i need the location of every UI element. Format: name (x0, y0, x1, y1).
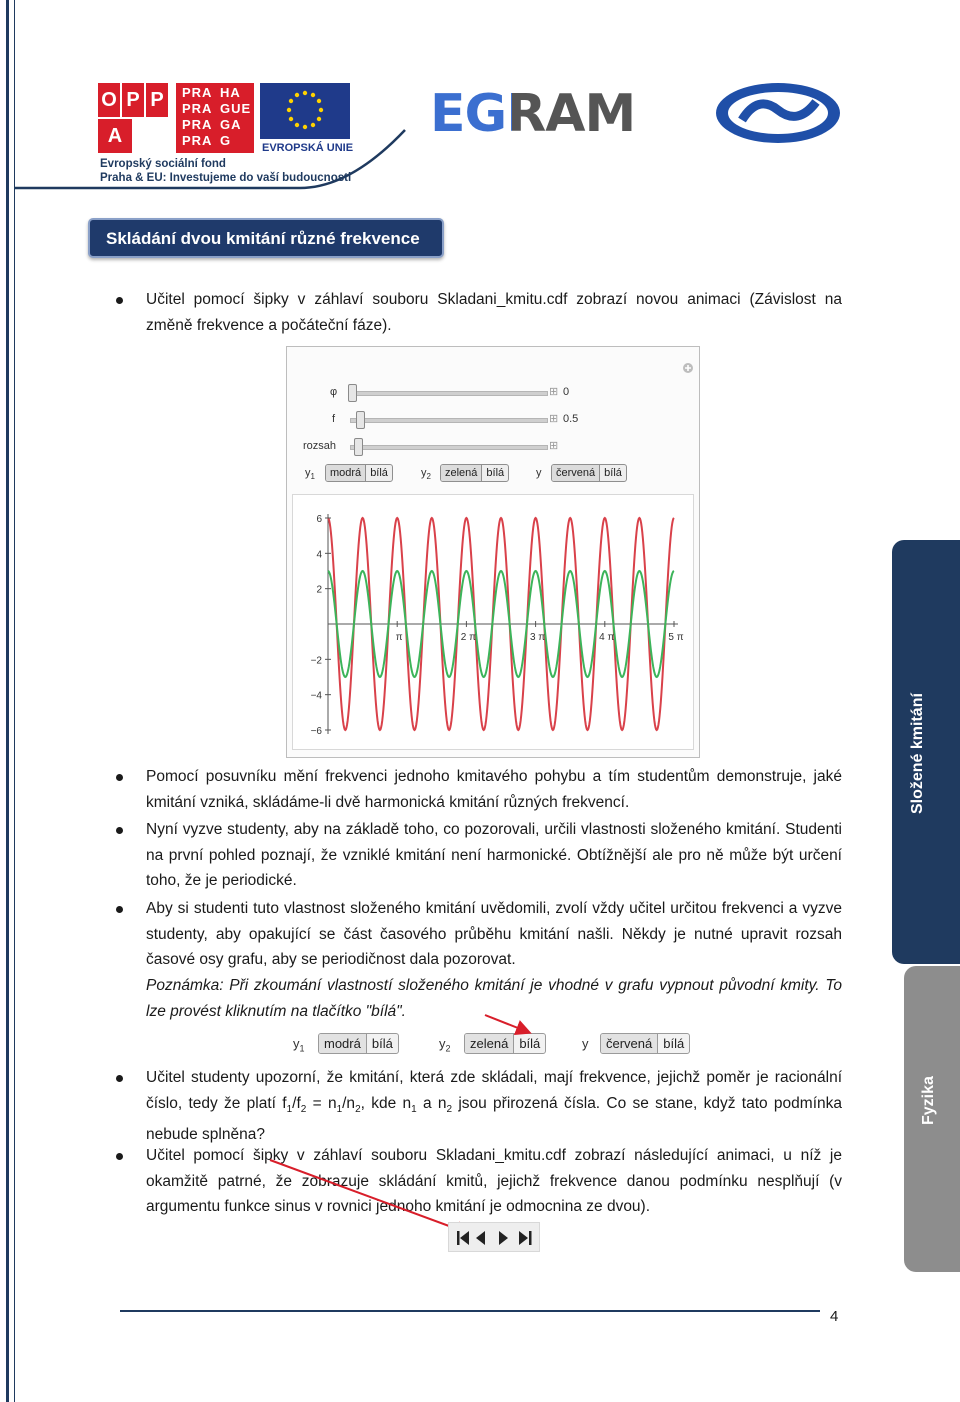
y2-label: $y_2$ (421, 467, 431, 482)
y2-toggle[interactable] (440, 464, 509, 482)
phase-slider-track[interactable] (350, 391, 548, 396)
praha-cell: PRA (182, 85, 213, 100)
y2-label: $y_2$ (439, 1036, 451, 1054)
y1-toggle[interactable] (318, 1033, 399, 1054)
y-tick-label: 6 (316, 514, 322, 525)
x-tick-label: 4 π (599, 632, 615, 643)
subject-tab-label: Fyzika (920, 1076, 937, 1125)
y1-label: $y_1$ (305, 467, 315, 482)
paragraph: Nyní vyzve studenty, aby na základě toho, co pozorovali, určili vlastnosti složeného kmitání. Studenti na první pohled poznají, že vzniklé kmitání není harmonické. Obtížnější ale pro ně může být určení toho, že je periodické. (146, 821, 842, 889)
praha-logo (176, 83, 254, 153)
y2-toggle[interactable] (464, 1033, 546, 1054)
bullet (116, 1075, 123, 1082)
egram-logo (430, 84, 635, 144)
step-back-icon[interactable] (476, 1231, 485, 1245)
y-white-button[interactable]: bílá (604, 467, 622, 479)
y-tick-label: 2 (316, 584, 322, 596)
left-border-rule (6, 0, 9, 1402)
phase-slider-thumb[interactable] (348, 384, 357, 402)
chapter-tab-label: Složené kmitání (909, 693, 926, 814)
range-slider-label: rozsah (303, 440, 337, 452)
x-tick-label: 3 π (529, 632, 546, 643)
y-tick-label: −2 (310, 655, 322, 667)
left-border-rule-inner (14, 0, 15, 1402)
opp-letter: A (98, 119, 132, 153)
add-icon (682, 362, 694, 374)
y-tick-label: −6 (310, 726, 322, 737)
y1-blue-button[interactable]: modrá (319, 1034, 367, 1053)
y-toggle[interactable] (600, 1033, 690, 1054)
y2-white-button[interactable]: bílá (519, 1036, 541, 1051)
bullet (116, 827, 123, 834)
footer-rule (120, 1310, 820, 1312)
praha-cell: HA (220, 85, 241, 100)
praha-cell: G (220, 133, 232, 148)
paragraph: Učitel pomocí šipky v záhlaví souboru Skladani_kmitu.cdf zobrazí novou animaci (Závislost na změně frekvence a počáteční fáze). (146, 291, 842, 334)
praha-cell: PRA (182, 133, 213, 148)
section-title: Skládání dvou kmitání různé frekvence (106, 229, 420, 248)
skip-forward-icon[interactable] (519, 1231, 532, 1245)
egram-logo-text: EGRAM (430, 84, 636, 144)
opp-letter: P (146, 83, 168, 117)
note-paragraph: Poznámka: Při zkoumání vlastností složeného kmitání je vhodné v grafu vypnout původní kmity. To lze provést kliknutím na tlačítko "bílá". (146, 977, 842, 1020)
slider-expand-icon[interactable]: ⊞ (549, 440, 559, 452)
y-tick-label: 4 (316, 549, 322, 561)
skip-back-icon[interactable] (457, 1231, 469, 1245)
phase-slider-label: φ (330, 386, 338, 398)
bullet (116, 906, 123, 913)
x-tick-label: 5 π (668, 632, 684, 643)
play-icon[interactable] (499, 1231, 508, 1245)
y-label: y (582, 1036, 589, 1051)
frequency-slider-label: f (332, 413, 336, 425)
y2-white-button[interactable]: bílá (486, 467, 505, 479)
bullet (116, 297, 123, 304)
praha-cell: GUE (220, 101, 252, 116)
esf-caption: Evropský sociální fond (100, 158, 226, 170)
opp-letter: P (122, 83, 144, 117)
bullet (116, 1153, 123, 1160)
bullet (116, 774, 123, 781)
eu-label: EVROPSKÁ UNIE (262, 142, 354, 154)
y1-blue-button[interactable]: modrá (326, 465, 366, 481)
y-tick-label: −4 (310, 690, 322, 702)
frequency-slider-track[interactable] (350, 418, 548, 423)
opp-letter: O (98, 83, 120, 117)
slider-expand-icon[interactable]: ⊞ (549, 386, 559, 398)
y-toggle[interactable] (551, 464, 627, 482)
frequency-value: 0.5 (563, 413, 579, 425)
range-slider-track[interactable] (350, 445, 548, 450)
partner-logo (712, 80, 844, 146)
range-slider-thumb[interactable] (354, 438, 363, 456)
oscillation-plot (292, 494, 694, 750)
y2-green-button[interactable]: zelená (465, 1034, 514, 1053)
x-tick-label: 2 π (460, 632, 477, 643)
paragraph: Pomocí posuvníku mění frekvenci jednoho kmitavého pohybu a tím studentům demonstruje, jaké kmitání vzniká, skládáme-li dvě harmonická kmitání různých frekvencí. (146, 768, 842, 811)
y1-white-button[interactable]: bílá (371, 1036, 393, 1051)
opp-logo (98, 83, 170, 153)
page-number: 4 (830, 1308, 839, 1325)
y-white-button[interactable]: bílá (663, 1036, 685, 1051)
y1-toggle[interactable] (325, 464, 393, 482)
praha-cell: PRA (182, 101, 213, 116)
paragraph: Učitel studenty upozorní, že kmitání, která zde skládali, mají frekvence, jejichž poměr je racionální číslo, tedy že platí $f_1/f_2 = n_1/n_2$, kde $n_1$ a $n_2$ jsou přirozená čísla. Co se stane, když tato podmínka nebude splněna? (146, 1069, 842, 1144)
y1-white-button[interactable]: bílá (370, 467, 388, 479)
y-red-button[interactable]: červená (552, 465, 600, 481)
esf-slogan: Praha & EU: Investujeme do vaší budoucnosti (100, 172, 352, 184)
eu-flag-logo (260, 83, 350, 139)
paragraph: Aby si studenti tuto vlastnost složeného kmitání uvědomili, zvolí vždy učitel určitou frekvenci a vyzve studenty, aby opakující se část časového průběhu kmitání našli. Někdy je nutné upravit rozsah časové osy grafu, aby se periodičnost dala pozorovat. (146, 900, 842, 968)
slider-expand-icon[interactable]: ⊞ (549, 413, 559, 425)
phase-value: 0 (563, 386, 570, 398)
praha-cell: PRA (182, 117, 213, 132)
x-tick-label: π (395, 632, 403, 643)
paragraph: Učitel pomocí šipky v záhlaví souboru Skladani_kmitu.cdf zobrazí následující animaci, u níž je okamžitě patrné, že zobrazuje skládání kmitů, jejichž frekvence danou podmínku nesplňují (v argumentu funkce sinus v rovnici jednoho kmitání je odmocnina ze dvou). (146, 1147, 842, 1215)
animation-nav-controls (448, 1222, 540, 1252)
y-label: y (536, 467, 542, 479)
y1-label: $y_1$ (293, 1036, 305, 1054)
praha-cell: GA (220, 117, 242, 132)
frequency-slider-thumb[interactable] (356, 411, 365, 429)
y2-green-button[interactable]: zelená (441, 465, 482, 481)
y-red-button[interactable]: červená (601, 1034, 658, 1053)
